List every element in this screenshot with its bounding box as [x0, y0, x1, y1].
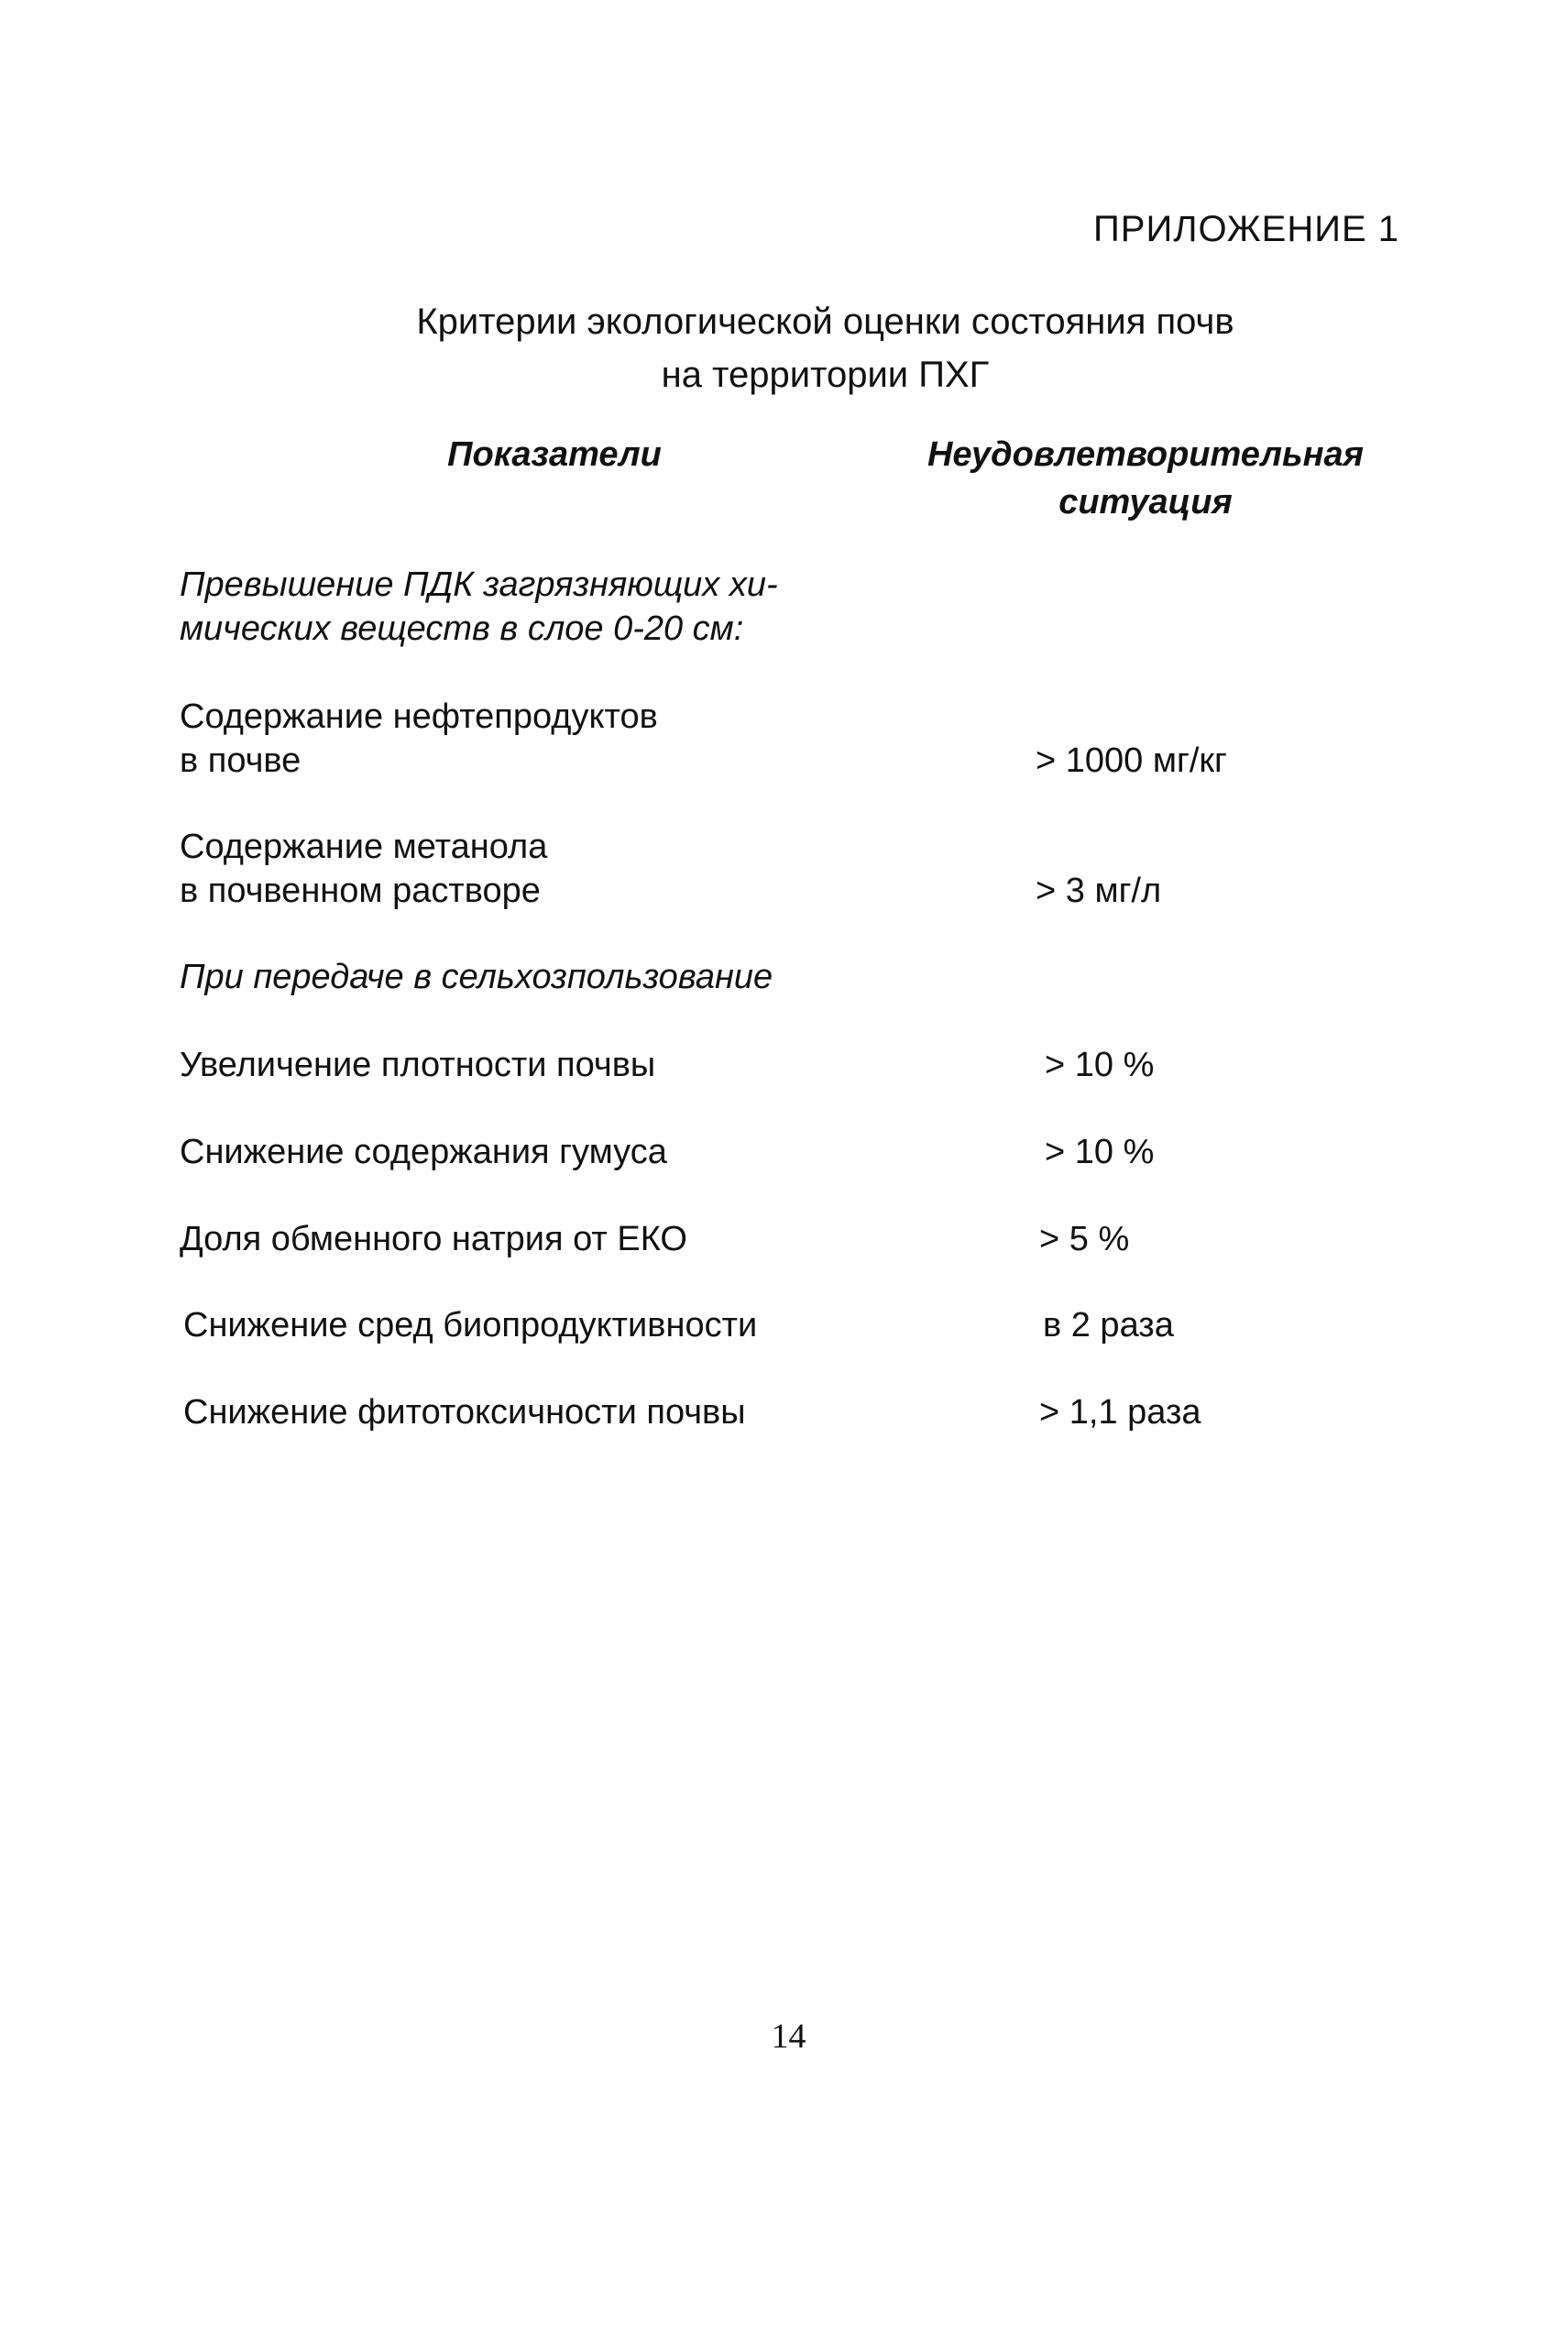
table-row — [180, 695, 894, 783]
row-value: в 2 раза — [1043, 1306, 1174, 1345]
row-label-line-1: Содержание нефтепродуктов — [180, 697, 658, 736]
page-number: 14 — [771, 2017, 806, 2056]
row-value: > 10 % — [1045, 1046, 1155, 1084]
section-heading-mpc — [180, 563, 894, 651]
row-value: > 5 % — [1039, 1220, 1130, 1258]
document-title — [0, 295, 1568, 401]
row-value: > 10 % — [1045, 1133, 1155, 1171]
title-line-1: Критерии экологической оценки состояния почв — [416, 302, 1234, 342]
section-heading-mpc-line-1: Превышение ПДК загрязняющих хи- — [180, 565, 778, 604]
table-row-label: Увеличение плотности почвы — [180, 1046, 656, 1084]
table-row-label: Снижение фитотоксичности почвы — [183, 1393, 746, 1432]
column-header-indicators: Показатели — [447, 435, 662, 474]
table-row-label: Снижение содержания гумуса — [180, 1133, 667, 1171]
row-label-line-2: в почвенном растворе — [180, 872, 541, 910]
row-label-line-1: Содержание метанола — [180, 828, 548, 866]
column-header-unsatisfactory — [889, 431, 1402, 526]
table-row-label: Доля обменного натрия от ЕКО — [180, 1220, 687, 1258]
row-label-line-2: в почве — [180, 741, 302, 780]
row-value: > 1000 мг/кг — [1036, 741, 1227, 780]
appendix-label: ПРИЛОЖЕНИЕ 1 — [1093, 209, 1399, 249]
column-header-unsatisfactory-line-1: Неудовлетворительная — [927, 435, 1365, 474]
row-value: > 3 мг/л — [1036, 872, 1162, 910]
table-row-label: Снижение сред биопродуктивности — [183, 1306, 758, 1345]
row-value: > 1,1 раза — [1039, 1393, 1201, 1432]
section-heading-mpc-line-2: мических веществ в слое 0-20 см: — [180, 609, 744, 648]
column-header-unsatisfactory-line-2: ситуация — [1058, 483, 1233, 521]
section-heading-agriculture: При передаче в сельхозпользование — [180, 958, 773, 996]
table-row — [180, 825, 894, 913]
title-line-2: на территории ПХГ — [661, 355, 990, 395]
